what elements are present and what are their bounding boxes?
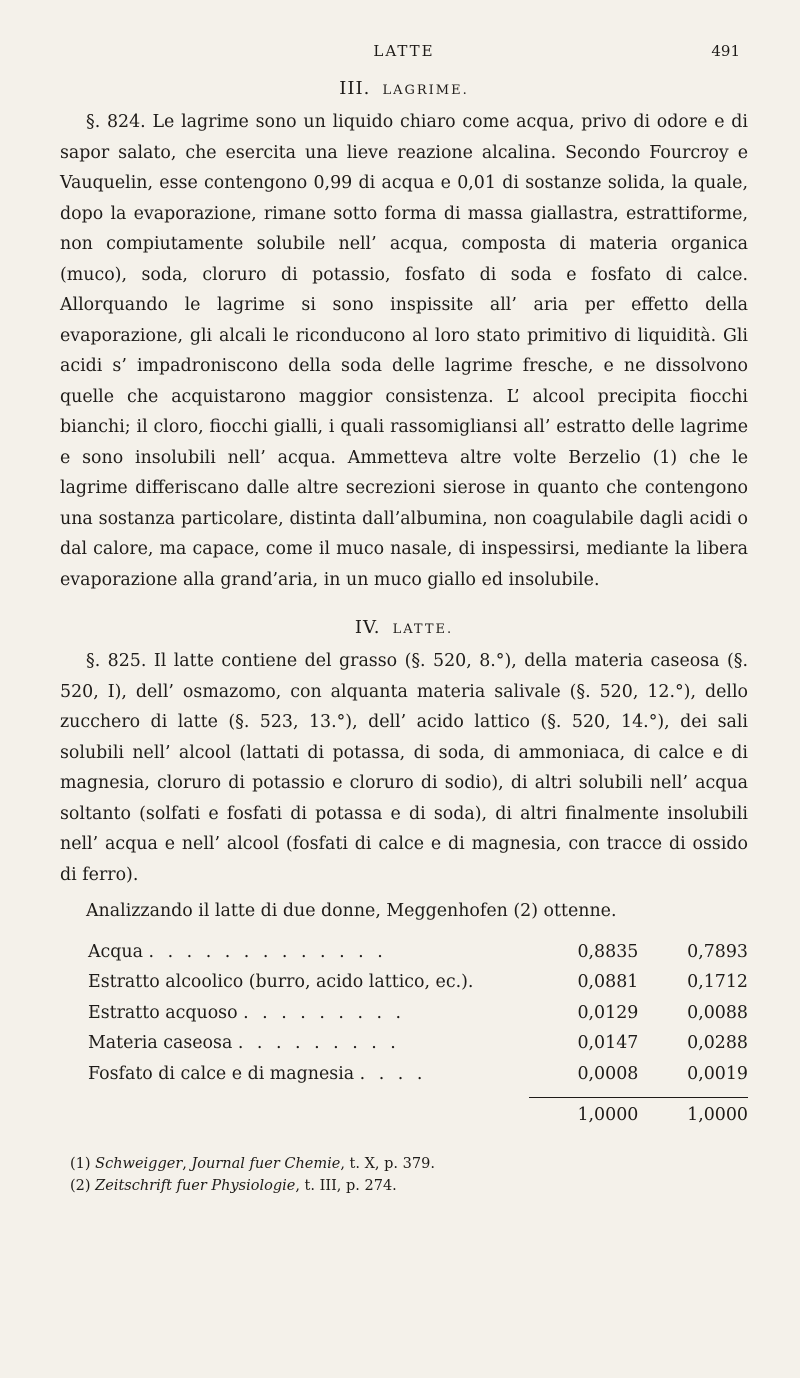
table-row	[60, 967, 748, 998]
footnote-source: Journal fuer Chemie	[191, 1155, 341, 1172]
table-row	[60, 998, 748, 1029]
table-row	[60, 1028, 748, 1059]
section-name: LATTE.	[392, 622, 454, 637]
value-woman-2: 0,0288	[687, 1033, 748, 1053]
footnote-ref: , t. III, p. 274.	[295, 1177, 397, 1194]
value-woman-2: 0,1712	[687, 972, 748, 992]
value-woman-1: 0,0147	[577, 1033, 639, 1053]
table-row	[60, 1059, 748, 1090]
footnote-mark: (2)	[70, 1177, 91, 1194]
section-heading-lagrime	[60, 78, 748, 99]
milk-analysis-table	[60, 937, 748, 1131]
value-woman-1: 0,0881	[577, 972, 639, 992]
section-heading-latte	[60, 617, 748, 638]
leader-dots: . . . . . . . . .	[243, 1002, 406, 1023]
section-number: IV.	[354, 617, 381, 638]
row-label: Estratto acquoso	[88, 1002, 238, 1023]
footnote-author: Schweigger	[95, 1155, 183, 1172]
running-head	[60, 30, 748, 60]
footnote-ref: , t. X, p. 379.	[340, 1155, 435, 1172]
table-intro: Analizzando il latte di due donne, Meggenhofen (2) ottenne.	[86, 901, 617, 921]
paragraph-825: §. 825. Il latte contiene del grasso (§. 520, 8.°), della materia caseosa (§. 520, I), dell’ osmazomo, con alquanta materia salivale (§. 520, 12.°), dello zucchero di latte (§. 523, 13.°), dell’ acido lattico (§. 520, 14.°), dei sali solubili nell’ alcool (lattati di potassa, di soda, di ammoniaca, di calce e di magnesia, cloruro di potassio e cloruro di sodio), di altri solubili nell’ acqua soltanto (solfati e fosfati di potassa e di soda), di altri finalmente insolubili nell’ acqua e nell’ alcool (fosfati di calce e di magnesia, con tracce di ossido di ferro).	[60, 651, 748, 885]
running-title: LATTE	[373, 42, 435, 60]
value-woman-1: 0,8835	[577, 941, 639, 962]
total-woman-2: 1,0000	[638, 1097, 748, 1131]
section-name: LAGRIME.	[382, 83, 469, 98]
page-number: 491	[711, 42, 740, 60]
footnote-source: Zeitschrift fuer Physiologie	[95, 1177, 296, 1194]
total-woman-1: 1,0000	[529, 1097, 639, 1131]
row-label: Materia caseosa	[88, 1033, 233, 1053]
row-label: Acqua	[88, 941, 143, 962]
value-woman-2: 0,7893	[687, 941, 748, 962]
footnote	[70, 1175, 748, 1197]
row-label: Estratto alcoolico (burro, acido lattico, ec.).	[88, 972, 474, 992]
value-woman-1: 0,0129	[577, 1002, 639, 1023]
footnote-mark: (1)	[70, 1155, 91, 1172]
table-row	[60, 937, 748, 968]
section-number: III.	[339, 78, 371, 99]
footnote: (1) Schweigger, Journal fuer Chemie, t. X, p. 379.	[70, 1155, 435, 1172]
paragraph-824: §. 824. Le lagrime sono un liquido chiaro come acqua, privo di odore e di sapor salato, che esercita una lieve reazione alcalina. Secondo Fourcroy e Vauquelin, esse contengono 0,99 di acqua e 0,01 di sostanze solida, la quale, dopo la evaporazione, rimane sotto forma di massa giallastra, estrattiforme, non compiutamente solubile nell’ acqua, composta di materia organica (muco), soda, cloruro di potassio, fosfato di soda e fosfato di calce. Allorquando le lagrime si sono inspissite all’ aria per effetto della evaporazione, gli alcali le riconducono al loro stato primitivo di liquidità. Gli acidi s’ impadroniscono della soda delle lagrime fresche, e ne dissolvono quelle che acquistarono maggior consistenza. L’ alcool precipita fiocchi bianchi; il cloro, fiocchi gialli, i quali rassomigliansi all’ estratto delle lagrime e sono insolubili nell’ acqua. Ammetteva altre volte Berzelio (1) che le lagrime differiscano dalle altre secrezioni sierose in quanto che contengono una sostanza particolare, distinta dall’albumina, non coagulabile dagli acidi o dal calore, ma capace, come il muco nasale, di inspessirsi, mediante la libera evaporazione alla grand’aria, in un muco giallo ed insolubile.	[60, 112, 748, 590]
table-total-row	[60, 1097, 748, 1131]
row-label: Fosfato di calce e di magnesia	[88, 1063, 355, 1084]
leader-dots: . . . .	[359, 1063, 427, 1084]
leader-dots: . . . . . . . . .	[237, 1033, 400, 1053]
value-woman-2: 0,0019	[687, 1063, 748, 1084]
value-woman-1: 0,0008	[577, 1063, 639, 1084]
value-woman-2: 0,0088	[687, 1002, 748, 1023]
leader-dots: . . . . . . . . . . . . .	[148, 941, 387, 962]
footnotes	[60, 1153, 748, 1197]
